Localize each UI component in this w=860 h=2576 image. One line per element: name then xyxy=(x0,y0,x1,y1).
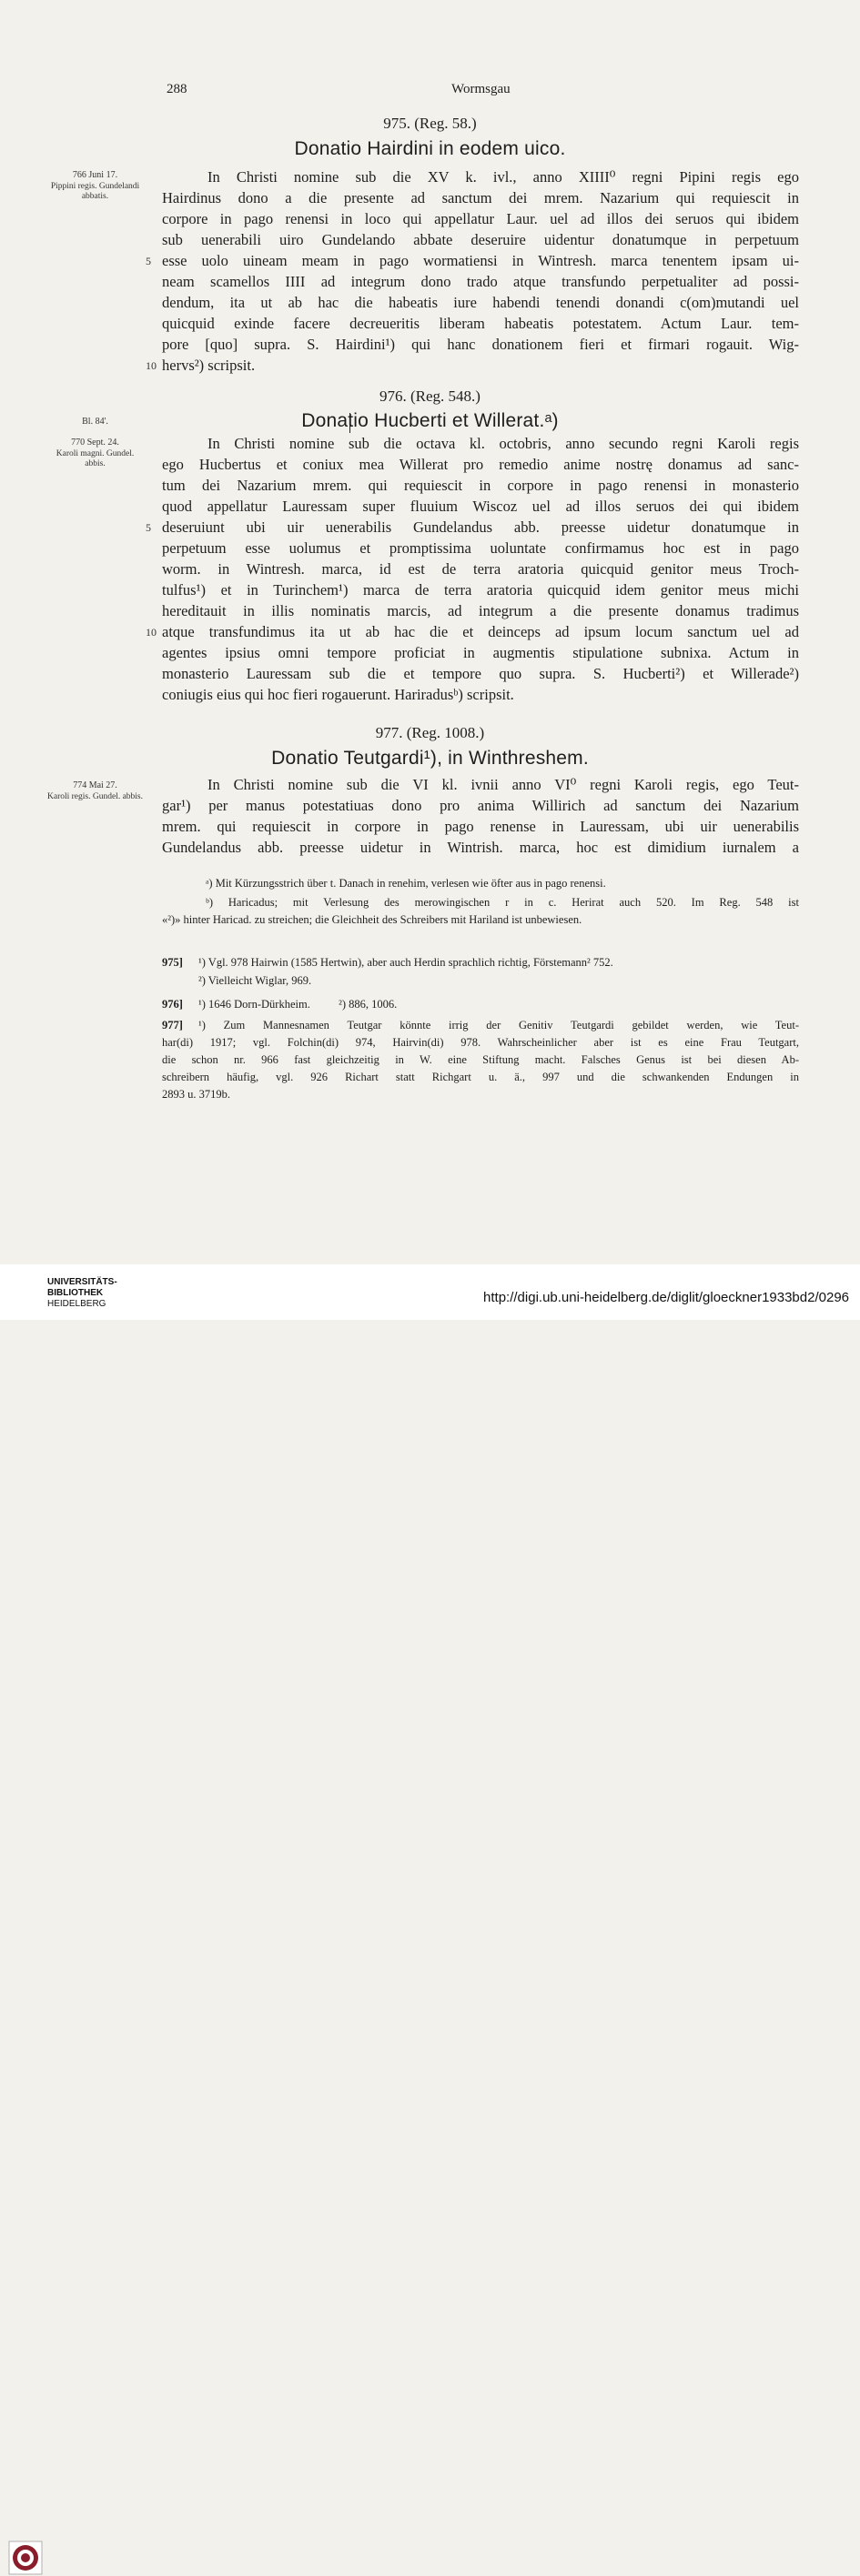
text-line: ego Hucbertus et coniux mea Willerat pro remedio anime nostrę donamus ad sanc- xyxy=(162,456,799,473)
charter-976-folio: Bl. 84'. xyxy=(82,417,108,427)
charter-977-register: 977. (Reg. 1008.) xyxy=(375,724,485,741)
footnote-line: ¹) 1646 Dorn-Dürkheim. ²) 886, 1006. xyxy=(198,998,398,1011)
source-url-link[interactable]: http://digi.ub.uni-heidelberg.de/diglit/gloeckner1933bd2/0296 xyxy=(483,1290,849,1305)
text-line: pore [quo] supra. S. Hairdini¹) qui hanc donationem fieri et firmari rogauit. Wig- xyxy=(162,336,799,353)
critical-note: ᵇ) Haricadus; mit Verlesung des merowingischen r in c. Herirat auch 520. Im Reg. 548 ist xyxy=(206,896,799,909)
text-line: tum dei Nazarium mrem. qui requiescit in corpore in pago renensi in monasterio xyxy=(162,477,799,494)
text-line: monasterio Lauressam sub die et tempore quo supra. S. Hucberti²) et Willerade²) xyxy=(162,665,799,682)
charter-977-margin xyxy=(47,780,143,802)
footnote-line: ¹) Vgl. 978 Hairwin (1585 Hertwin), aber auch Herdin sprachlich richtig, Förstemann² 752. xyxy=(198,956,613,969)
footnote-line: ²) Vielleicht Wiglar, 969. xyxy=(198,974,312,987)
charter-976-margin-note: Karoli magni. Gundel. abbis. xyxy=(56,448,135,468)
text-line: mrem. qui requiescit in corpore in pago renense in Lauressam, ubi uir uenerabilis xyxy=(162,818,799,835)
footnote-line: schreibern häufig, vgl. 926 Richart statt Richgart u. ä., 997 und die schwankenden Endungen in xyxy=(162,1071,799,1083)
text-line: perpetuum esse uolumus et promptissima uoluntate confirmamus hoc est in pago xyxy=(162,539,799,557)
charter-975-register: 975. (Reg. 58.) xyxy=(383,115,477,132)
line-number: 5 xyxy=(146,521,151,534)
line-number: 5 xyxy=(146,255,151,267)
charter-977-title: Donatio Teutgardi¹), in Winthreshem. xyxy=(271,748,589,769)
text-line: esse uolo uineam meam in pago wormatiensi in Wintresh. marca tenentem ipsam ui- xyxy=(162,252,799,269)
text-line: In Christi nomine sub die VI kl. ivnii anno VI⁰ regni Karoli regis, ego Teut- xyxy=(207,776,799,793)
footnote-line: 2893 u. 3719b. xyxy=(162,1088,230,1101)
text-line: gar¹) per manus potestatiuas dono pro anima Willirich ad sanctum dei Nazarium xyxy=(162,797,799,814)
charter-977-margin-note: Karoli regis. Gundel. abbis. xyxy=(47,791,144,801)
footnote-line: die schon nr. 966 fast gleichzeitig in W. eine Stiftung macht. Falsches Genus ist bei diesen Ab- xyxy=(162,1053,799,1066)
text-line: corpore in pago renensi in loco qui appellatur Laur. uel ad illos dei seruos qui ibidem xyxy=(162,210,799,227)
text-line: tulfus¹) et in Turinchem¹) marca de terra aratoria quicquid idem genitor meus michi xyxy=(162,581,799,599)
text-line: Hairdinus dono a die presente ad sanctum dei mrem. Nazarium qui requiescit in xyxy=(162,189,799,206)
document-page xyxy=(0,0,860,1264)
charter-976-register: 976. (Reg. 548.) xyxy=(379,387,481,405)
page-number: 288 xyxy=(167,82,187,96)
footnote-label: 977] xyxy=(162,1019,183,1031)
text-line: sub uenerabili uiro Gundelando abbate deseruire uidentur donatumque in perpetuum xyxy=(162,231,799,248)
footnote-label: 975] xyxy=(162,956,183,969)
text-line: hervs²) scripsit. xyxy=(162,357,256,374)
text-line: In Christi nomine sub die XV k. ivl., anno XIIII⁰ regni Pipini regis ego xyxy=(207,168,799,186)
charter-976-margin xyxy=(47,438,143,470)
text-line: agentes ipsius omni tempore proficiat in augmentis stipulatione subnixa. Actum in xyxy=(162,644,799,661)
footnote-line: ¹) Zum Mannesnamen Teutgar könnte irrig der Genitiv Teutgardi gebildet werden, wie Teut- xyxy=(198,1019,799,1031)
library-name: UNIVERSITÄTS- BIBLIOTHEK HEIDELBERG xyxy=(47,1277,117,1309)
running-title: Wormsgau xyxy=(451,82,511,96)
text-line: coniugis eius qui hoc fieri rogauerunt. Hariradusᵇ) scripsit. xyxy=(162,686,514,703)
footnote-line: har(di) 1917; vgl. Folchin(di) 974, Hairvin(di) 978. Wahrscheinlicher aber ist es eine Frau Teutgart, xyxy=(162,1036,799,1049)
line-number: 10 xyxy=(146,626,157,639)
university-library-logo-icon xyxy=(7,2540,44,2576)
text-line: quicquid exinde facere decreueritis liberam habeatis potestatem. Actum Laur. tem- xyxy=(162,315,799,332)
charter-977-date: 774 Mai 27. xyxy=(73,780,117,790)
text-line: In Christi nomine sub die octava kl. octobris, anno secundo regni Karoli regis xyxy=(207,435,799,452)
critical-note: ᵃ) Mit Kürzungsstrich über t. Danach in renehim, verlesen wie öfter aus in pago renensi. xyxy=(206,877,606,890)
text-line: Gundelandus abb. preesse uidetur in Wintrish. marca, hoc est dimidium iurnalem a xyxy=(162,839,799,856)
text-line: dendum, ita ut ab hac die habeatis iure habendi tenendi donandi c(om)mutandi uel xyxy=(162,294,799,311)
footnote-label: 976] xyxy=(162,998,183,1011)
text-line: quod appellatur Lauressam super fluuium Wiscoz uel ad illos seruos dei qui ibidem xyxy=(162,498,799,515)
text-line: neam scamellos IIII ad integrum dono trado atque transfundo perpetualiter ad possi- xyxy=(162,273,799,290)
charter-975-margin-note: Pippini regis. Gundelandi abbatis. xyxy=(50,181,140,201)
charter-975-title: Donatio Hairdini in eodem uico. xyxy=(294,138,566,159)
critical-note: «²)» hinter Haricad. zu streichen; die Gleichheit des Schreibers mit Hariland ist unbewiesen. xyxy=(162,913,582,926)
charter-975-margin xyxy=(47,170,143,203)
text-line: hereditauit in illis nominatis marcis, ad integrum a die presente donamus tradimus xyxy=(162,602,799,619)
charter-976-date: 770 Sept. 24. xyxy=(71,438,119,448)
charter-976-title: Donatio Hucberti et Willerat.ᵃ) xyxy=(301,410,559,431)
text-line: deseruiunt ubi uir uenerabilis Gundelandus abb. preesse uidetur donatumque in xyxy=(162,518,799,536)
text-line: worm. in Wintresh. marca, id est de terra aratoria quicquid genitor meus Troch- xyxy=(162,560,799,578)
line-number: 10 xyxy=(146,359,157,372)
text-line: atque transfundimus ita ut ab hac die et deinceps ad ipsum locum sanctum uel ad xyxy=(162,623,799,640)
charter-975-date: 766 Juni 17. xyxy=(72,170,118,180)
